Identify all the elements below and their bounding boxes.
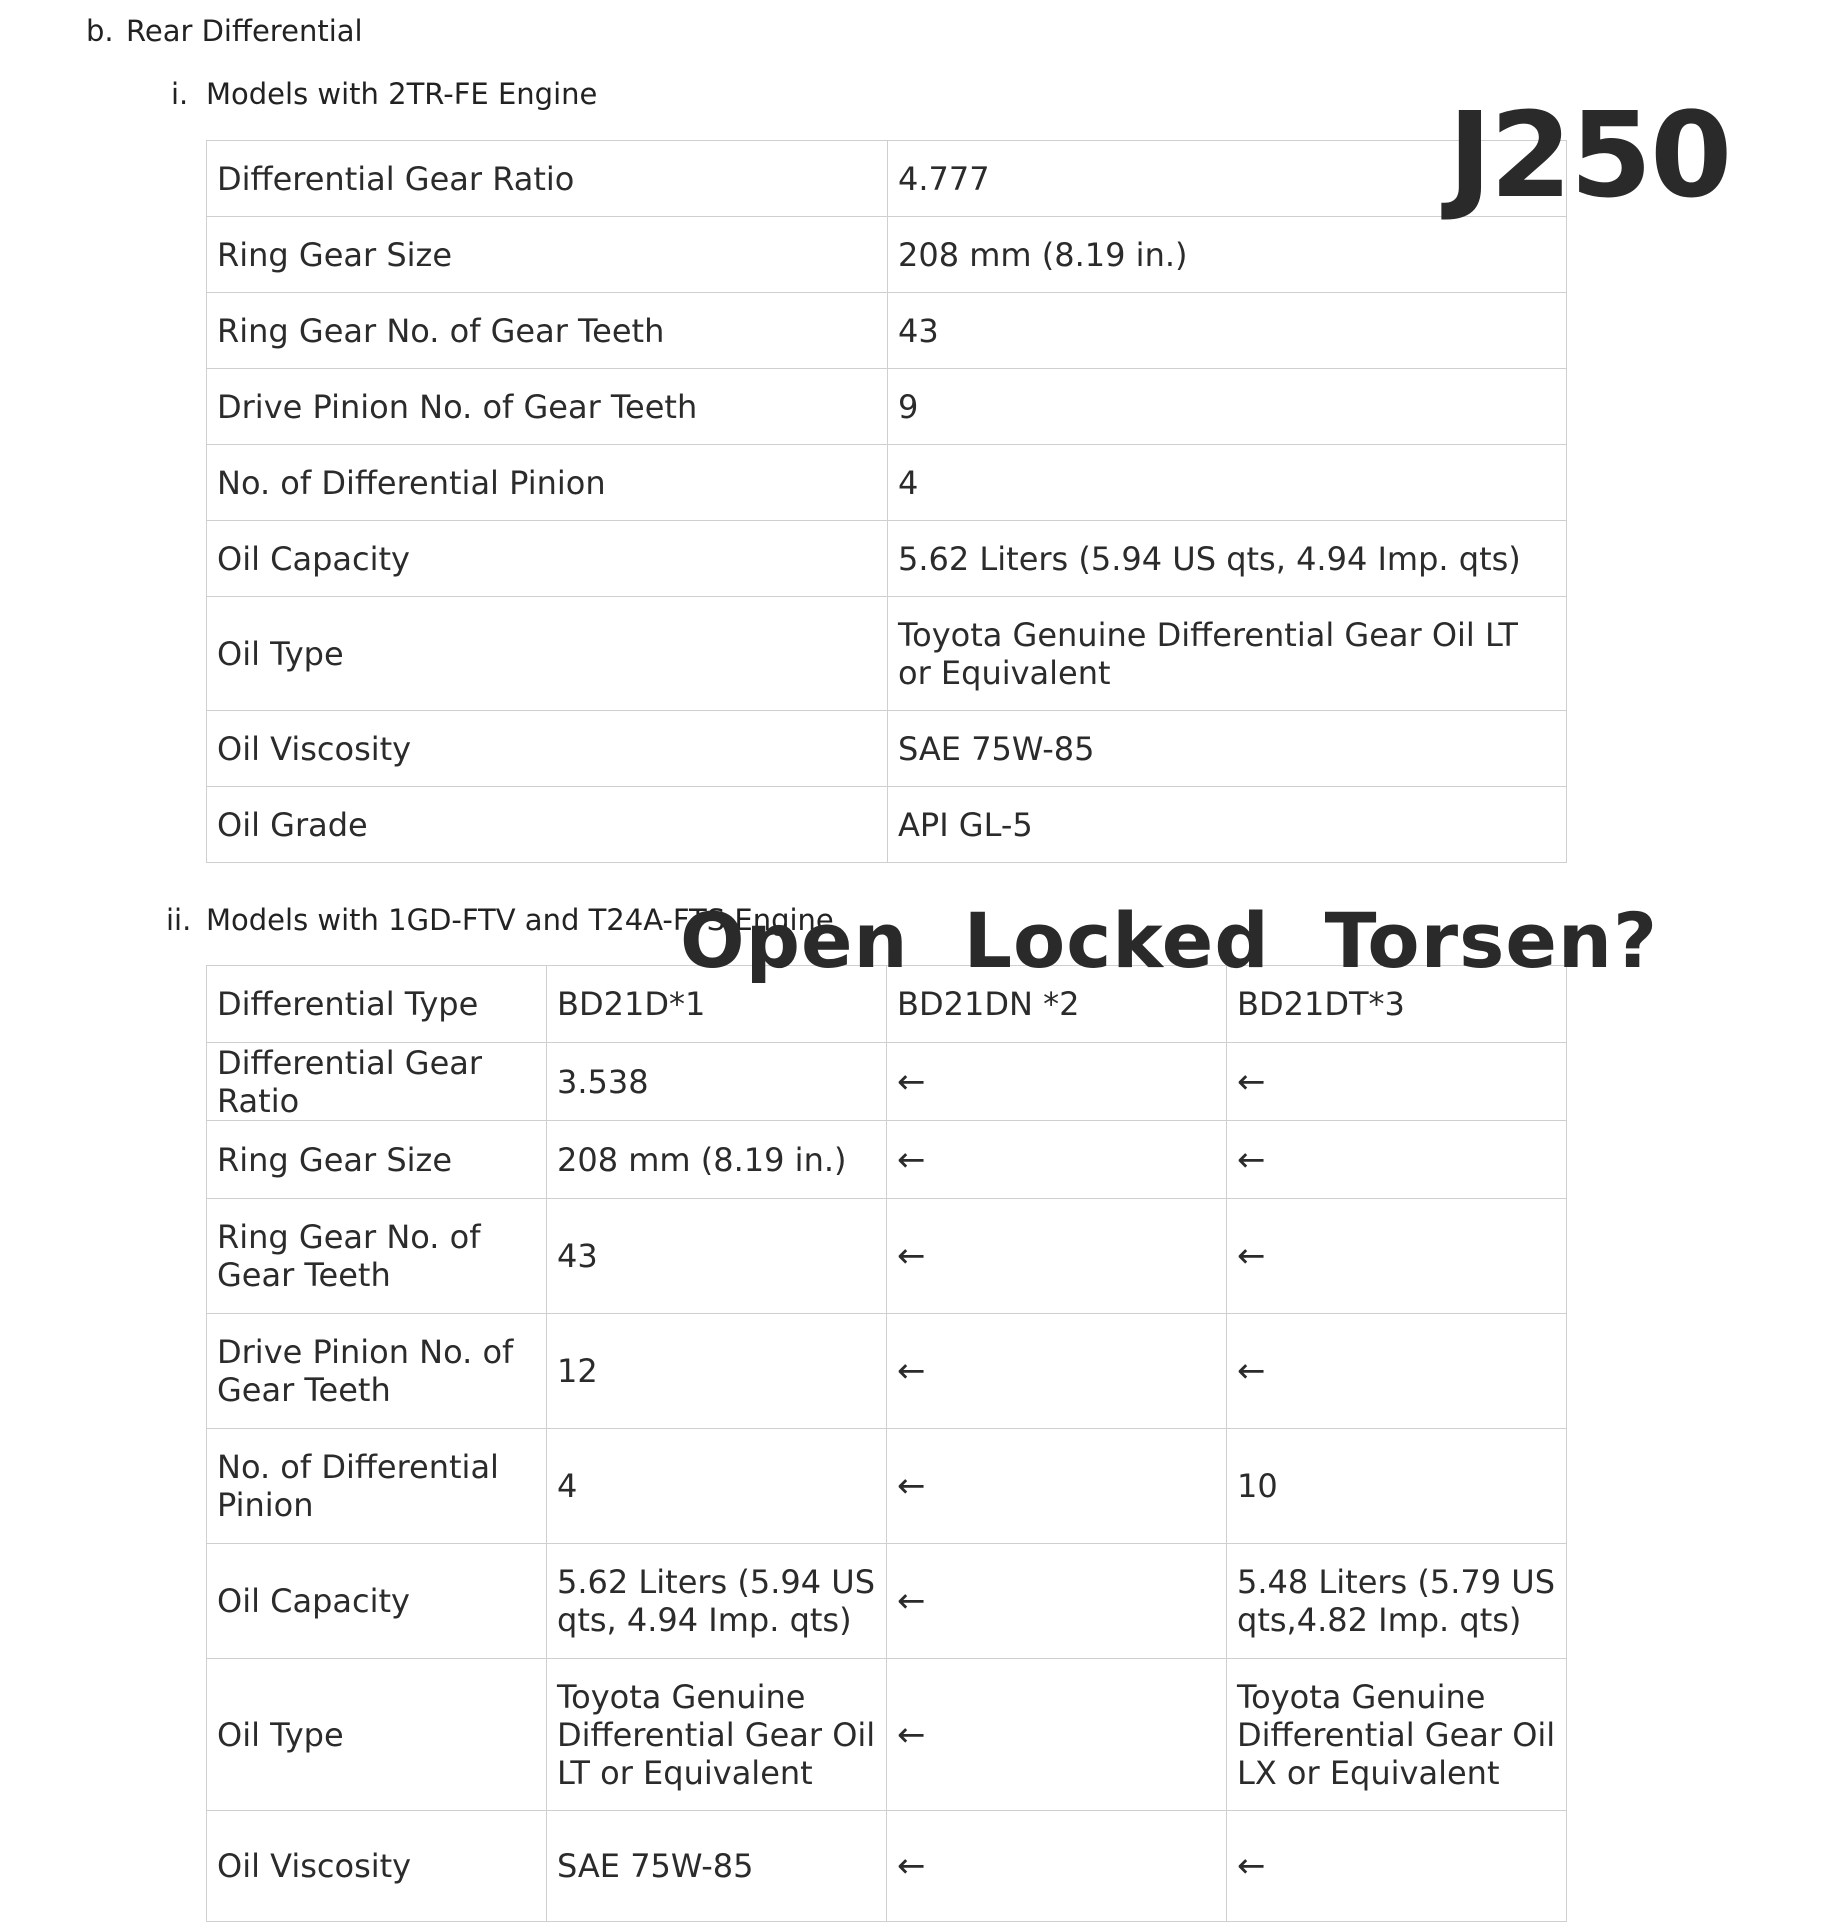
- spec-cell: 10: [1227, 1429, 1567, 1544]
- subheading-marker: ii.: [166, 903, 192, 937]
- same-as-left-arrow: ←: [887, 1811, 1227, 1922]
- spec-cell: 5.48 Liters (5.79 US qts,4.82 Imp. qts): [1227, 1544, 1567, 1659]
- spec-cell: BD21D*1: [547, 966, 887, 1043]
- same-as-left-arrow: ←: [1227, 1043, 1567, 1121]
- spec-label: Oil Viscosity: [207, 711, 888, 787]
- spec-label: Ring Gear No. of Gear Teeth: [207, 1199, 547, 1314]
- section-heading-rear-differential: [86, 14, 363, 48]
- spec-cell: 4: [547, 1429, 887, 1544]
- spec-cell: Toyota Genuine Differential Gear Oil LX or Equivalent: [1227, 1659, 1567, 1811]
- spec-label: No. of Differential Pinion: [207, 445, 888, 521]
- spec-label: Oil Capacity: [207, 521, 888, 597]
- same-as-left-arrow: ←: [887, 1659, 1227, 1811]
- spec-cell: Toyota Genuine Differential Gear Oil LT or Equivalent: [547, 1659, 887, 1811]
- table-row: [207, 1043, 1567, 1121]
- same-as-left-arrow: ←: [887, 1429, 1227, 1544]
- subheading-title: Models with 2TR-FE Engine: [206, 77, 598, 111]
- subheading-2tr-fe: [171, 77, 597, 111]
- table-row: [207, 445, 1567, 521]
- table-row: [207, 293, 1567, 369]
- spec-label: Differential Gear Ratio: [207, 1043, 547, 1121]
- spec-cell: 3.538: [547, 1043, 887, 1121]
- spec-label: Oil Viscosity: [207, 1811, 547, 1922]
- spec-value: 4.777: [888, 141, 1567, 217]
- spec-cell: 208 mm (8.19 in.): [547, 1121, 887, 1199]
- spec-value: 5.62 Liters (5.94 US qts, 4.94 Imp. qts): [888, 521, 1567, 597]
- same-as-left-arrow: ←: [887, 1314, 1227, 1429]
- same-as-left-arrow: ←: [887, 1544, 1227, 1659]
- table-row: [207, 369, 1567, 445]
- spec-cell: 43: [547, 1199, 887, 1314]
- same-as-left-arrow: ←: [887, 1043, 1227, 1121]
- spec-label: Oil Grade: [207, 787, 888, 863]
- table-row: [207, 787, 1567, 863]
- spec-label: Differential Type: [207, 966, 547, 1043]
- spec-label: Ring Gear Size: [207, 217, 888, 293]
- spec-label: Ring Gear Size: [207, 1121, 547, 1199]
- spec-cell: 12: [547, 1314, 887, 1429]
- table-row: [207, 711, 1567, 787]
- spec-value: Toyota Genuine Differential Gear Oil LT or Equivalent: [888, 597, 1567, 711]
- spec-value: 9: [888, 369, 1567, 445]
- section-title: Rear Differential: [126, 14, 363, 48]
- same-as-left-arrow: ←: [887, 1121, 1227, 1199]
- spec-cell: BD21DN *2: [887, 966, 1227, 1043]
- model-code-overlay: J250: [1448, 86, 1731, 224]
- same-as-left-arrow: ←: [1227, 1199, 1567, 1314]
- spec-label: Oil Type: [207, 597, 888, 711]
- same-as-left-arrow: ←: [1227, 1314, 1567, 1429]
- spec-table-2tr-fe: [206, 140, 1567, 863]
- spec-label: Drive Pinion No. of Gear Teeth: [207, 369, 888, 445]
- spec-cell: SAE 75W-85: [547, 1811, 887, 1922]
- spec-label: Drive Pinion No. of Gear Teeth: [207, 1314, 547, 1429]
- table-row: [207, 1314, 1567, 1429]
- same-as-left-arrow: ←: [887, 1199, 1227, 1314]
- table-row: [207, 1429, 1567, 1544]
- spec-label: Oil Type: [207, 1659, 547, 1811]
- spec-label: Oil Capacity: [207, 1544, 547, 1659]
- spec-value: 208 mm (8.19 in.): [888, 217, 1567, 293]
- table-row: [207, 1811, 1567, 1922]
- spec-label: Ring Gear No. of Gear Teeth: [207, 293, 888, 369]
- table-row: [207, 217, 1567, 293]
- spec-value: SAE 75W-85: [888, 711, 1567, 787]
- table-row: [207, 1659, 1567, 1811]
- table-row: [207, 1544, 1567, 1659]
- spec-label: Differential Gear Ratio: [207, 141, 888, 217]
- same-as-left-arrow: ←: [1227, 1121, 1567, 1199]
- section-marker: b.: [86, 14, 114, 48]
- table-row: [207, 1199, 1567, 1314]
- spec-label: No. of Differential Pinion: [207, 1429, 547, 1544]
- spec-value: 4: [888, 445, 1567, 521]
- spec-cell: 5.62 Liters (5.94 US qts, 4.94 Imp. qts): [547, 1544, 887, 1659]
- table-row: [207, 141, 1567, 217]
- spec-cell: BD21DT*3: [1227, 966, 1567, 1043]
- subheading-marker: i.: [171, 77, 189, 111]
- spec-table-1gd-ftv-t24a-fts: [206, 965, 1567, 1922]
- table-row: [207, 521, 1567, 597]
- same-as-left-arrow: ←: [1227, 1811, 1567, 1922]
- spec-value: 43: [888, 293, 1567, 369]
- subheading-title: Models with 1GD-FTV and T24A-FTS Engine: [206, 903, 834, 937]
- spec-value: API GL-5: [888, 787, 1567, 863]
- table-row: [207, 597, 1567, 711]
- table-row: [207, 1121, 1567, 1199]
- differential-question-overlay: Open Locked Torsen?: [680, 896, 1659, 985]
